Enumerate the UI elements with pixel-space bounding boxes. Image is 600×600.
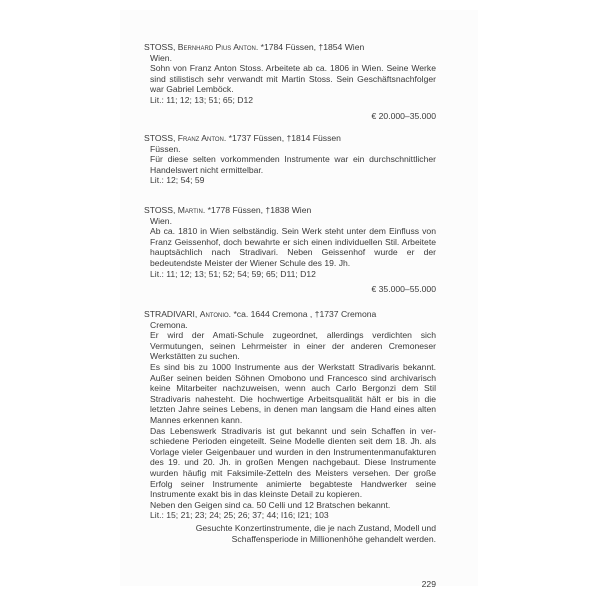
entry-paragraph: Für diese selten vorkommenden Instrumente war ein durchschnittlicher Handelswert nicht ermittelbar. <box>150 154 436 175</box>
entry-dates: *ca. 1644 Cremona , †1737 Cremona <box>233 309 377 319</box>
entry-paragraph: Neben den Geigen sind ca. 50 Celli und 12 Bratschen bekannt. <box>150 499 391 510</box>
image-caption: Gesuchte Konzertinstrumente, die je nach Zustand, Modell und Schaffensperiode in Millionenhöhe gehandelt werden. <box>195 523 436 544</box>
entry-literature: Lit.: 11; 12; 13; 51; 65; D12 <box>150 94 254 105</box>
entry-stradivari-antonio <box>144 309 436 521</box>
entry-literature: Lit.: 15; 21; 23; 24; 25; 26; 37; 44; I16; I21; 103 <box>150 510 329 521</box>
entry-literature: Lit.: 11; 12; 13; 51; 52; 54; 59; 65; D11; D12 <box>150 268 316 279</box>
entry-stoss-bernhard <box>144 42 436 121</box>
entry-paragraph: Es sind bis zu 1000 Instrumente aus der Werkstatt Stradivaris bekannt. Außer seinen beiden Söhnen Omobono und Francesco sind archivarisch keine Mitarbeiter nachzuweisen, wenn auch Carlo Bergonzi dem Stil Stradivaris nahesteht. Die hochwertige Arbeitsqualität hält er bis in die letzten Jahre seines Lebens, in denen man langsam die Hand eines alten Mannes erkennen kann. <box>150 361 436 425</box>
entry-heading <box>144 205 436 216</box>
entry-surname: STOSS, <box>144 42 176 52</box>
entry-surname: STOSS, <box>144 133 176 143</box>
entry-place: Wien. <box>150 215 172 226</box>
entry-given-name: Martin. <box>177 205 206 215</box>
entry-dates: *1778 Füssen, †1838 Wien <box>207 205 312 215</box>
entry-heading <box>144 133 436 144</box>
entry-heading <box>144 309 436 320</box>
entry-stoss-franz <box>144 133 436 186</box>
entry-place: Wien. <box>150 52 172 63</box>
entry-place: Füssen. <box>150 143 181 154</box>
entry-dates: *1737 Füssen, †1814 Füssen <box>228 133 341 143</box>
entry-surname: STOSS, <box>144 205 176 215</box>
entry-literature: Lit.: 12; 54; 59 <box>150 175 205 186</box>
entry-heading <box>144 42 436 53</box>
entry-given-name: Bernhard Pius Anton. <box>177 42 259 52</box>
entry-stoss-martin <box>144 205 436 295</box>
entry-given-name: Antonio. <box>199 309 232 319</box>
entry-paragraph: Ab ca. 1810 in Wien selbständig. Sein Werk steht unter dem Einfluss von Franz Geissenhof, doch bewahrte er sich einen individuellen Stil. Arbeitete hauptsächlich nach Stradivari. Neben Geissenhof wurde er der bedeutendste Meister der Wiener Schule des 19. Jh. <box>150 226 436 268</box>
entry-paragraph: Er wird der Amati-Schule zugeordnet, allerdings verdichten sich Vermutungen, seinen Lehrmeister in einer der anderen Cremoneser Werkstätten zu suchen. <box>150 330 436 362</box>
entry-price: € 35.000–55.000 <box>371 284 436 295</box>
entry-paragraph: Sohn von Franz Anton Stoss. Arbeitete ab ca. 1806 in Wien. Seine Werke sind stilistisch sehr verwandt mit Martin Stoss. Sein Geschäftsnachfolger war Gabriel Lemböck. <box>150 63 436 95</box>
book-page <box>120 10 478 589</box>
entry-paragraph: Das Lebenswerk Stradivaris ist gut bekannt und sein Schaffen in verschiedene Perioden eingeteilt. Seine Modelle dienten seit dem 18. Jh. als Vorlage vieler Geigenbauer und wurden in den Instrumentenmanufakturen des 19. und 20. Jh. in großen Mengen nachgebaut. Diese Instrumente wurden häufig mit Faksimile-Zetteln des Meisters versehen. Der große Erfolg seiner Instrumente animierte begabteste Handwerker seine Instrumente exakt bis in das kleinste Detail zu kopieren. <box>150 425 436 500</box>
entry-surname: STRADIVARI, <box>144 309 198 319</box>
page-number: 229 <box>421 579 436 589</box>
entry-place: Cremona. <box>150 319 188 330</box>
entry-given-name: Franz Anton. <box>177 133 227 143</box>
entry-price: € 20.000–35.000 <box>371 110 436 121</box>
entry-dates: *1784 Füssen, †1854 Wien <box>260 42 365 52</box>
